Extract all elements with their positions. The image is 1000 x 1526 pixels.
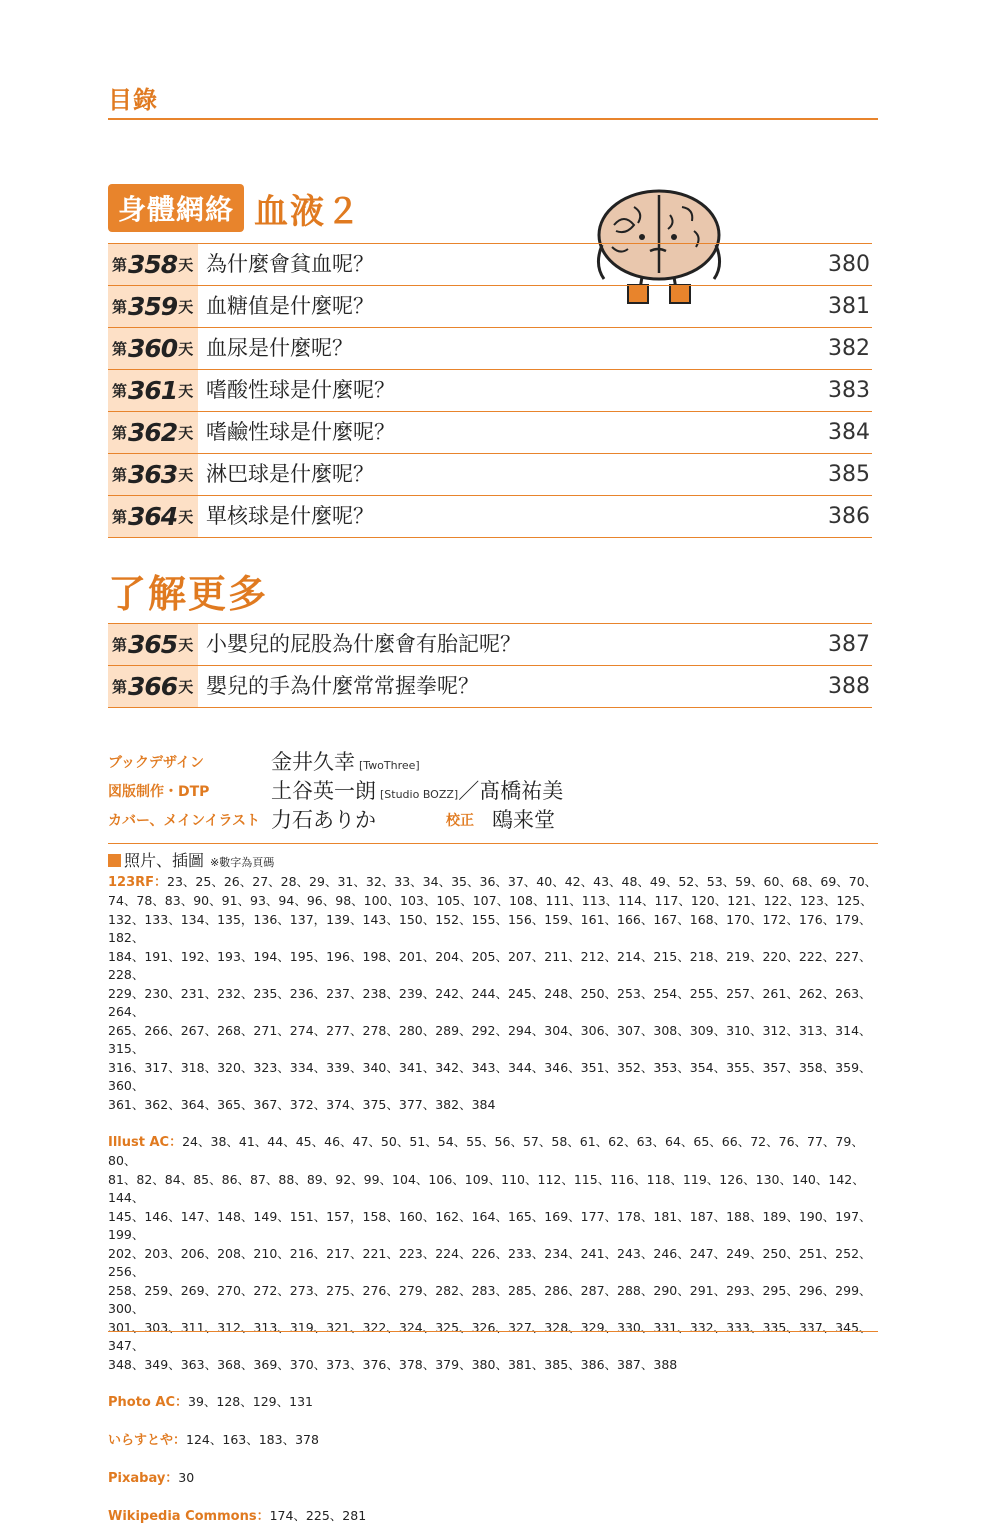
- day-label: 第 359 天: [108, 286, 198, 327]
- cover-credit: 力石ありか: [271, 804, 376, 834]
- day-label: 第 358 天: [108, 244, 198, 285]
- page-number: 388: [828, 666, 870, 707]
- section-tag: 身體網絡: [108, 184, 244, 232]
- toc-question: 為什麼會貧血呢？: [206, 244, 374, 285]
- toc-row[interactable]: [108, 412, 872, 454]
- proof-credit: 鴎来堂: [492, 804, 555, 834]
- dtp-label: 図版制作・DTP: [108, 781, 209, 801]
- book-design-credit: 金井久幸 [TwoThree]: [271, 746, 420, 776]
- section-heading-more: [108, 565, 268, 615]
- toc-blood: [108, 243, 872, 538]
- day-label: 第 361 天: [108, 370, 198, 411]
- square-icon: [108, 854, 121, 867]
- day-label: 第 362 天: [108, 412, 198, 453]
- source-123rf: 123RF：23、25、26、27、28、29、31、32、33、34、35、36、37、40、42、43、48、49、52、53、59、60、68、69、70、 74、78、83、90、91、93、94、96、98、100、103、105、107、108、111、113、114、117、120、121、122、123、125、 132、133、134、135，136、137，139、143、150、152、155、156、159、161、166、167、168、170、172、176、179、182、 184、191、192、193、194、195、196、198、201、204、205、207、211、212、214、215、218、219、220、222、227、228、 229、230、231、232、235、236、237、238、239、242、244、245、248、250、253、254、255、257、261、262、263、264、 265、266、267、268、271、274、277、278、280、289、292、294、304、306、307、308、309、310、312、313、314、315、 316、317、318、320、323、334、339、340、341、342、343、344、346、351、352、353、354、355、357、358、359、360、 361、362、364、365、367、372、374、375、377、382、384: [108, 873, 883, 1115]
- toc-question: 血糖值是什麼呢？: [206, 286, 374, 327]
- section-title: 血液２: [254, 184, 362, 233]
- toc-question: 淋巴球是什麼呢？: [206, 454, 374, 495]
- toc-row[interactable]: [108, 624, 872, 666]
- toc-question: 血尿是什麼呢？: [206, 328, 353, 369]
- day-label: 第 365 天: [108, 624, 198, 665]
- page-number: 387: [828, 624, 870, 665]
- divider-bottom: [108, 1331, 878, 1332]
- day-label: 第 366 天: [108, 666, 198, 707]
- photo-credits: [108, 852, 883, 1526]
- toc-row[interactable]: [108, 244, 872, 286]
- page-number: 386: [828, 496, 870, 537]
- toc-row[interactable]: [108, 286, 872, 328]
- source-pixabay: Pixabay：30: [108, 1469, 883, 1489]
- source-photo-ac: Photo AC：39、128、129、131: [108, 1393, 883, 1413]
- toc-row[interactable]: [108, 454, 872, 496]
- toc-question: 單核球是什麼呢？: [206, 496, 374, 537]
- credits: [108, 742, 878, 842]
- section-heading-blood: [108, 183, 362, 233]
- page-header: [108, 80, 878, 120]
- day-label: 第 364 天: [108, 496, 198, 537]
- toc-row[interactable]: [108, 666, 872, 708]
- section-title: 了解更多: [108, 563, 268, 618]
- page-number: 382: [828, 328, 870, 369]
- source-illust-ac: Illust AC：24、38、41、44、45、46、47、50、51、54、55、56、57、58、61、62、63、64、65、66、72、76、77、79、80、 81、82、84、85、86、87、88、89、92、99、104、106、109、110、112、115、116、118、119、126、130、140、142、144、 145、146、147、148、149、151、157，158、160、162、164、165、169、177、178、181、187、188、189、190、197、199、 202、203、206、208、210、216、217、221、223、224、226、233、234、241、243、246、247、249、250、251、252、256、 258、259、269、270、272、273、275、276、279、282、283、285、286、287、288、290、291、293、295、296、299、300、 301、303、311、312、313、319、321、322、324、325、326、327、328、329、330、331、332、333、335、337、345、347、 348、349、363、368、369、370、373、376、378、379、380、381、385、386、387、388: [108, 1133, 883, 1375]
- divider: [108, 843, 878, 844]
- photo-credits-title: 照片、插圖 ※數字為頁碼: [108, 852, 883, 873]
- page-title: 目錄: [108, 80, 158, 115]
- toc-question: 嗜酸性球是什麼呢？: [206, 370, 395, 411]
- page-number: 381: [828, 286, 870, 327]
- toc-question: 小嬰兒的屁股為什麼會有胎記呢？: [206, 624, 521, 665]
- toc-more: [108, 623, 872, 708]
- toc-question: 嗜鹼性球是什麼呢？: [206, 412, 395, 453]
- toc-row[interactable]: [108, 328, 872, 370]
- page-number: 383: [828, 370, 870, 411]
- toc-question: 嬰兒的手為什麼常常握拳呢？: [206, 666, 479, 707]
- day-label: 第 363 天: [108, 454, 198, 495]
- proof-label: 校正: [446, 810, 474, 830]
- dtp-credit: 土谷英一朗 [Studio BOZZ]／髙橋祐美: [271, 775, 563, 805]
- source-irasutoya: いらすとや：124、163、183、378: [108, 1431, 883, 1451]
- toc-row[interactable]: [108, 496, 872, 538]
- day-label: 第 360 天: [108, 328, 198, 369]
- toc-row[interactable]: [108, 370, 872, 412]
- book-design-label: ブックデザイン: [108, 752, 204, 772]
- page-number: 385: [828, 454, 870, 495]
- page-number: 384: [828, 412, 870, 453]
- page-number: 380: [828, 244, 870, 285]
- cover-label: カバー、メインイラスト: [108, 810, 260, 830]
- source-wikipedia: Wikipedia Commons：174、225、281: [108, 1507, 883, 1526]
